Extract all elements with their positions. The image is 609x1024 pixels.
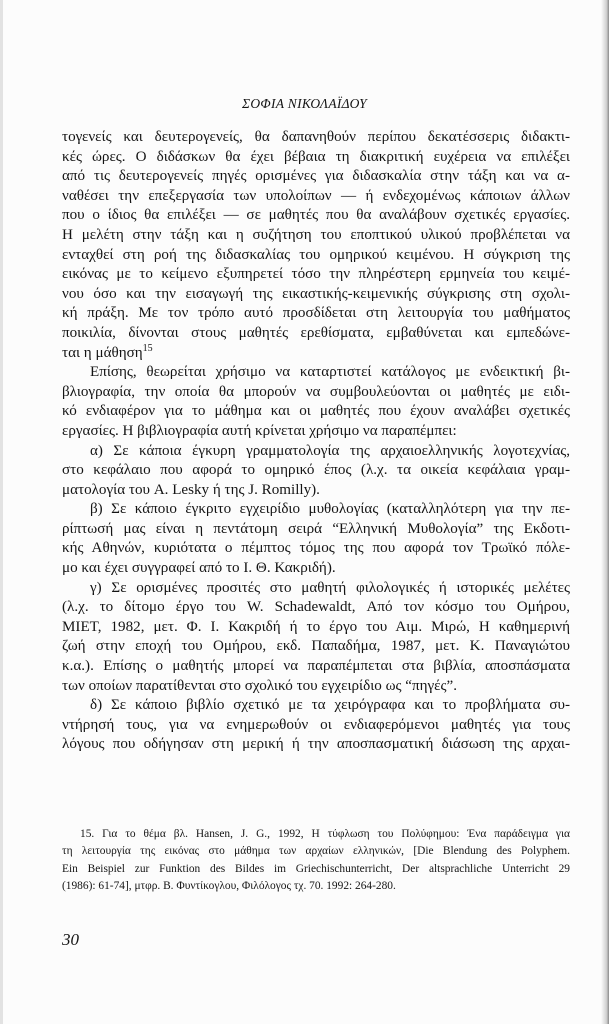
- text-line: εικόνας με το κείμενο εξυπηρετεί τόσο την πληρέστερη ερμηνεία του κειμέ-: [62, 266, 570, 283]
- text-line: Επίσης, θεωρείται χρήσιμο να καταρτιστεί κατάλογος με ενδεικτική βι-: [90, 364, 570, 381]
- running-head: ΣΟΦΙΑ ΝΙΚΟΛΑΪΔΟΥ: [242, 96, 367, 111]
- text-line: στο κεφάλαιο που αφορά το ομηρικό έπος (λ.χ. τα οικεία κεφάλαια γραμ-: [62, 462, 570, 479]
- footnote-reference: 15: [142, 342, 153, 354]
- text-line: κή πράξη. Με τον τρόπο αυτό προσδίδεται στη λειτουργία του μαθήματος: [62, 305, 570, 322]
- text-line: βλιογραφία, την οποία θα μπορούν να συμβουλεύονται οι μαθητές με ειδι-: [62, 383, 570, 400]
- footnote-line: Ein Beispiel zur Funktion des Bildes im Griechischunterricht, Der altsprachliche Unterricht 29: [62, 862, 570, 875]
- text-line: εργασίες. Η βιβλιογραφία αυτή κρίνεται χρήσιμο να παραπέμπει:: [62, 422, 457, 439]
- text-line: [62, 344, 570, 364]
- footnote-line: (1986): 61-74], μτφρ. Β. Φυντίκογλου, Φιλόλογος τχ. 70. 1992: 264-280.: [62, 880, 396, 893]
- text-line: ρίπτωσή μας είναι η πεντάτομη σειρά “Ελληνική Μυθολογία” της Εκδοτι-: [62, 520, 570, 537]
- text-line: (λ.χ. το δίτομο έργο του W. Schadewaldt, Από τον κόσμο του Ομήρου,: [62, 599, 570, 616]
- list-item-a: [62, 442, 570, 501]
- footnote-line: 15. Για το θέμα βλ. Hansen, J. G., 1992, Η τύφλωση του Πολύφημου: Ένα παράδειγμα για: [80, 828, 570, 840]
- text-line: ζωή στην εποχή του Ομήρου, εκδ. Παπαδήμα, 1987, μετ. Κ. Παναγιώτου: [62, 638, 570, 655]
- text-line: β) Σε κάποιο έγκριτο εγχειρίδιο μυθολογίας (καταλληλότερη για την πε-: [90, 501, 570, 518]
- page-left-edge: [0, 0, 3, 1024]
- text-line: λόγους που οδήγησαν στη μερική ή την αποσπασματική διάσωση της αρχαι-: [62, 736, 570, 753]
- text-line: ΜΙΕΤ, 1982, μετ. Φ. Ι. Κακριδή ή το έργο του Αιμ. Μιρώ, Η καθημερινή: [62, 618, 570, 635]
- footnote: [62, 826, 570, 896]
- text-line: Η μελέτη στην τάξη και η συζήτηση του εποπτικού υλικού προβλέπεται να: [62, 226, 570, 243]
- text-line: γ) Σε ορισμένες προσιτές στο μαθητή φιλολογικές ή ιστορικές μελέτες: [90, 579, 570, 596]
- text-line: κό ενδιαφέρον για το μάθημα και οι μαθητές που έχουν αναλάβει σχετικές: [62, 403, 570, 420]
- text-line: ναθέσει την επεξεργασία των υπολοίπων — ή ενδεχομένως κάποιων άλλων: [62, 187, 570, 204]
- text-line: ντήρησή τους, για να ενημερωθούν οι ενδιαφερόμενοι μαθητές για τους: [62, 716, 570, 733]
- page-number: 30: [62, 930, 79, 949]
- list-item-c: [62, 579, 570, 697]
- list-item-b: [62, 500, 570, 578]
- text-line-content: ται η μάθηση: [62, 344, 143, 361]
- text-line: από τις δευτερογενείς πηγές ορισμένες για διδασκαλία στην τάξη και να α-: [62, 168, 570, 185]
- text-line: ματολογία του A. Lesky ή της J. Romilly).: [62, 481, 320, 498]
- text-line: δ) Σε κάποιο βιβλίο σχετικό με τα χειρόγραφα και το προβλήματα συ-: [90, 697, 570, 714]
- text-line: ποικιλία, δίνονται στους μαθητές ερεθίσματα, εμβαθύνεται και εμπεδώνε-: [62, 324, 570, 341]
- text-line: α) Σε κάποια έγκυρη γραμματολογία της αρχαιοελληνικής λογοτεχνίας,: [90, 442, 570, 459]
- text-line: νου όσο και την εισαγωγή της εικαστικής-κειμενικής σύγκρισης στη σχολι-: [62, 285, 570, 302]
- page-right-edge-shadow: [601, 0, 609, 1024]
- paragraph-2: [62, 363, 570, 441]
- text-line: κές ώρες. Ο διδάσκων θα έχει βέβαια τη διακριτική ευχέρεια να επιλέξει: [62, 148, 570, 165]
- text-line: ενταχθεί στη ροή της διδασκαλίας του ομηρικού κειμένου. Η σύγκριση της: [62, 246, 570, 263]
- text-line: τογενείς και δευτερογενείς, θα δαπανηθούν περίπου δεκατέσσερις διδακτι-: [62, 129, 570, 145]
- text-line: των οποίων παρατίθενται στο σχολικό του εγχειρίδιο ως “πηγές”.: [62, 677, 457, 694]
- text-line: κ.α.). Επίσης ο μαθητής μπορεί να παραπέμπεται στα βιβλία, αποσπάσματα: [62, 658, 570, 675]
- text-line: μο και έχει συγγραφεί από το Ι. Θ. Κακριδή).: [62, 560, 336, 577]
- paragraph-1: [62, 128, 570, 363]
- list-item-d: [62, 696, 570, 755]
- text-line: κής Αθηνών, κυριότατα ο πέμπτος τόμος της που αφορά τον Τρωϊκό πόλε-: [62, 540, 570, 557]
- text-line: που ο ίδιος θα επιλέξει — σε μαθητές που θα αναλάβουν σχετικές εργασίες.: [62, 207, 570, 224]
- body-text: [62, 128, 570, 755]
- footnote-line: τη λειτουργία της εικόνας στο μάθημα των αρχαίων ελληνικών, [Die Blendung des Polyphem.: [62, 845, 570, 858]
